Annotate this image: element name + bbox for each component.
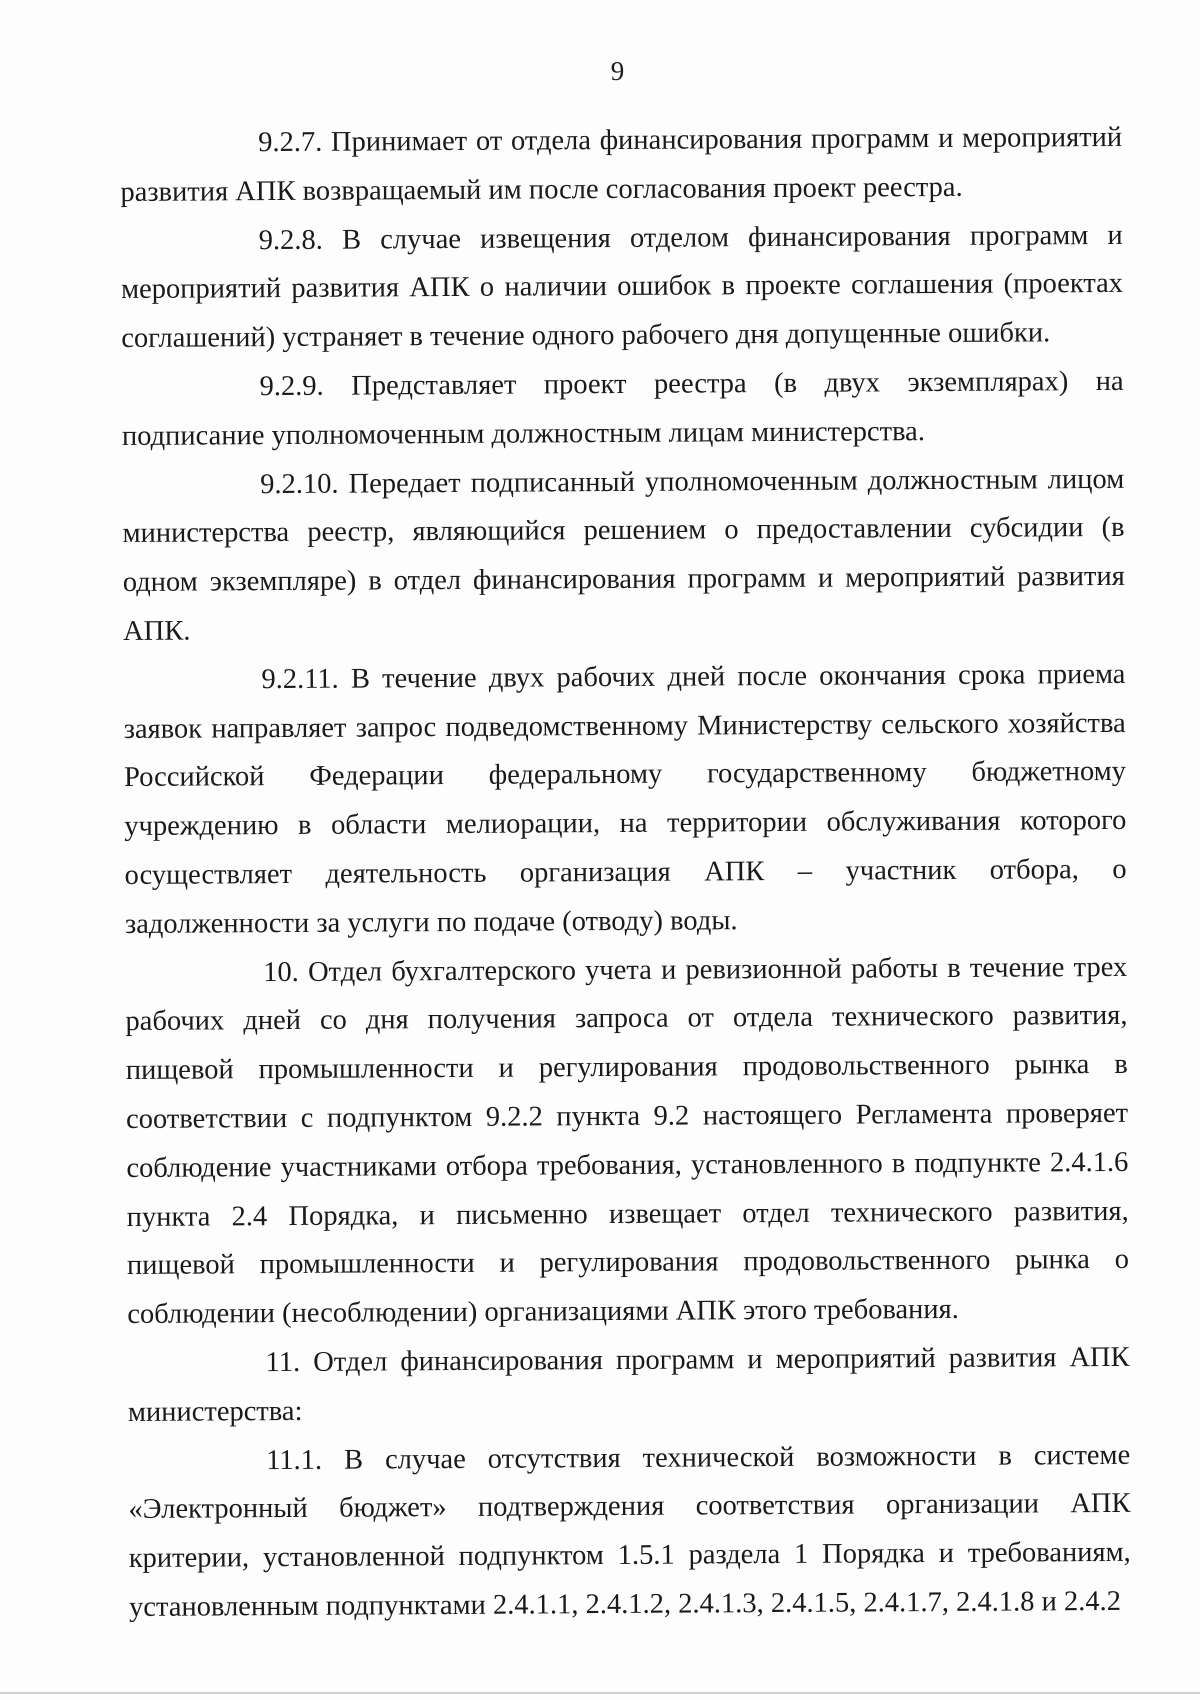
paragraph-text: В течение двух рабочих дней после окончания срока приема заявок направляет запрос подведомственному Министерству сельского хозяйства Российской Федерации федеральному государственному бюджетному учреждению в области мелиорации, на территории обслуживания которого осуществляет деятельность организация АПК – участник отбора, о задолженности за услуги по подаче (отводу) воды. [123, 658, 1127, 940]
paragraph-9-2-9 [121, 358, 1124, 462]
paragraph-10 [125, 943, 1129, 1339]
paragraph-number: 9.2.8. [258, 224, 323, 256]
paragraph-text: Принимает от отдела финансирования программ и мероприятий развития АПК возвращаемый им после согласования проект реестра. [120, 121, 1123, 208]
page-number: 9 [610, 56, 625, 86]
paragraph-number: 9.2.10. [260, 468, 339, 500]
paragraph-text: Представляет проект реестра (в двух экземплярах) на подписание уполномоченным должностным лицам министерства. [121, 365, 1124, 452]
paragraph-text: Передает подписанный уполномоченным должностным лицом министерства реестр, являющийся решением о предоставлении субсидии (в одном экземпляре) в отдел финансирования программ и мероприятий развития АПК. [122, 463, 1125, 647]
paragraph-number: 11. [265, 1346, 301, 1379]
paragraph-number: 11.1. [266, 1444, 323, 1476]
paragraph-9-2-7 [120, 114, 1123, 218]
paragraph-number: 9.2.7. [258, 126, 323, 159]
scan-edge-line [0, 1692, 1200, 1694]
paragraph-number: 9.2.9. [259, 370, 324, 403]
paragraph-number: 9.2.11. [261, 663, 339, 695]
paragraph-number: 10. [263, 956, 299, 988]
paragraph-text: Отдел бухгалтерского учета и ревизионной работы в течение трех рабочих дней со дня получения запроса от отдела технического развития, пищевой промышленности и регулирования продовольственного рынка в соответствии с подпунктом 9.2.2 пункта 9.2 настоящего Регламента проверяет соблюдение участниками отбора требования, установленного в подпункте 2.4.1.6 пункта 2.4 Порядка, и письменно извещает отдел технического развития, пищевой промышленности и регулирования продовольственного рынка о соблюдении (несоблюдении) организациями АПК этого требования. [125, 951, 1130, 1331]
paragraph-9-2-8 [121, 211, 1124, 364]
paragraph-9-2-11 [123, 651, 1127, 950]
paragraph-text: В случае извещения отделом финансирования программ и мероприятий развития АПК о наличии ошибок в проекте соглашения (проектах соглашений) устраняет в течение одного рабочего дня допущенные ошибки. [120, 219, 1124, 355]
paragraph-text: В случае отсутствия технической возможности в системе «Электронный бюджет» подтверждения соответствия организации АПК критерии, установленной подпунктом 1.5.1 раздела 1 Порядка и требованиям, установленным подпунктами 2.4.1.1, 2.4.1.2, 2.4.1.3, 2.4.1.5, 2.4.1.7, 2.4.1.8 и 2.4.2 [128, 1439, 1131, 1623]
paragraph-11-1 [128, 1431, 1131, 1632]
paragraph-text: Отдел финансирования программ и мероприятий развития АПК министерства: [127, 1341, 1130, 1428]
document-body [120, 114, 1131, 1633]
paragraph-9-2-10 [122, 455, 1125, 656]
paragraph-11 [127, 1334, 1130, 1438]
